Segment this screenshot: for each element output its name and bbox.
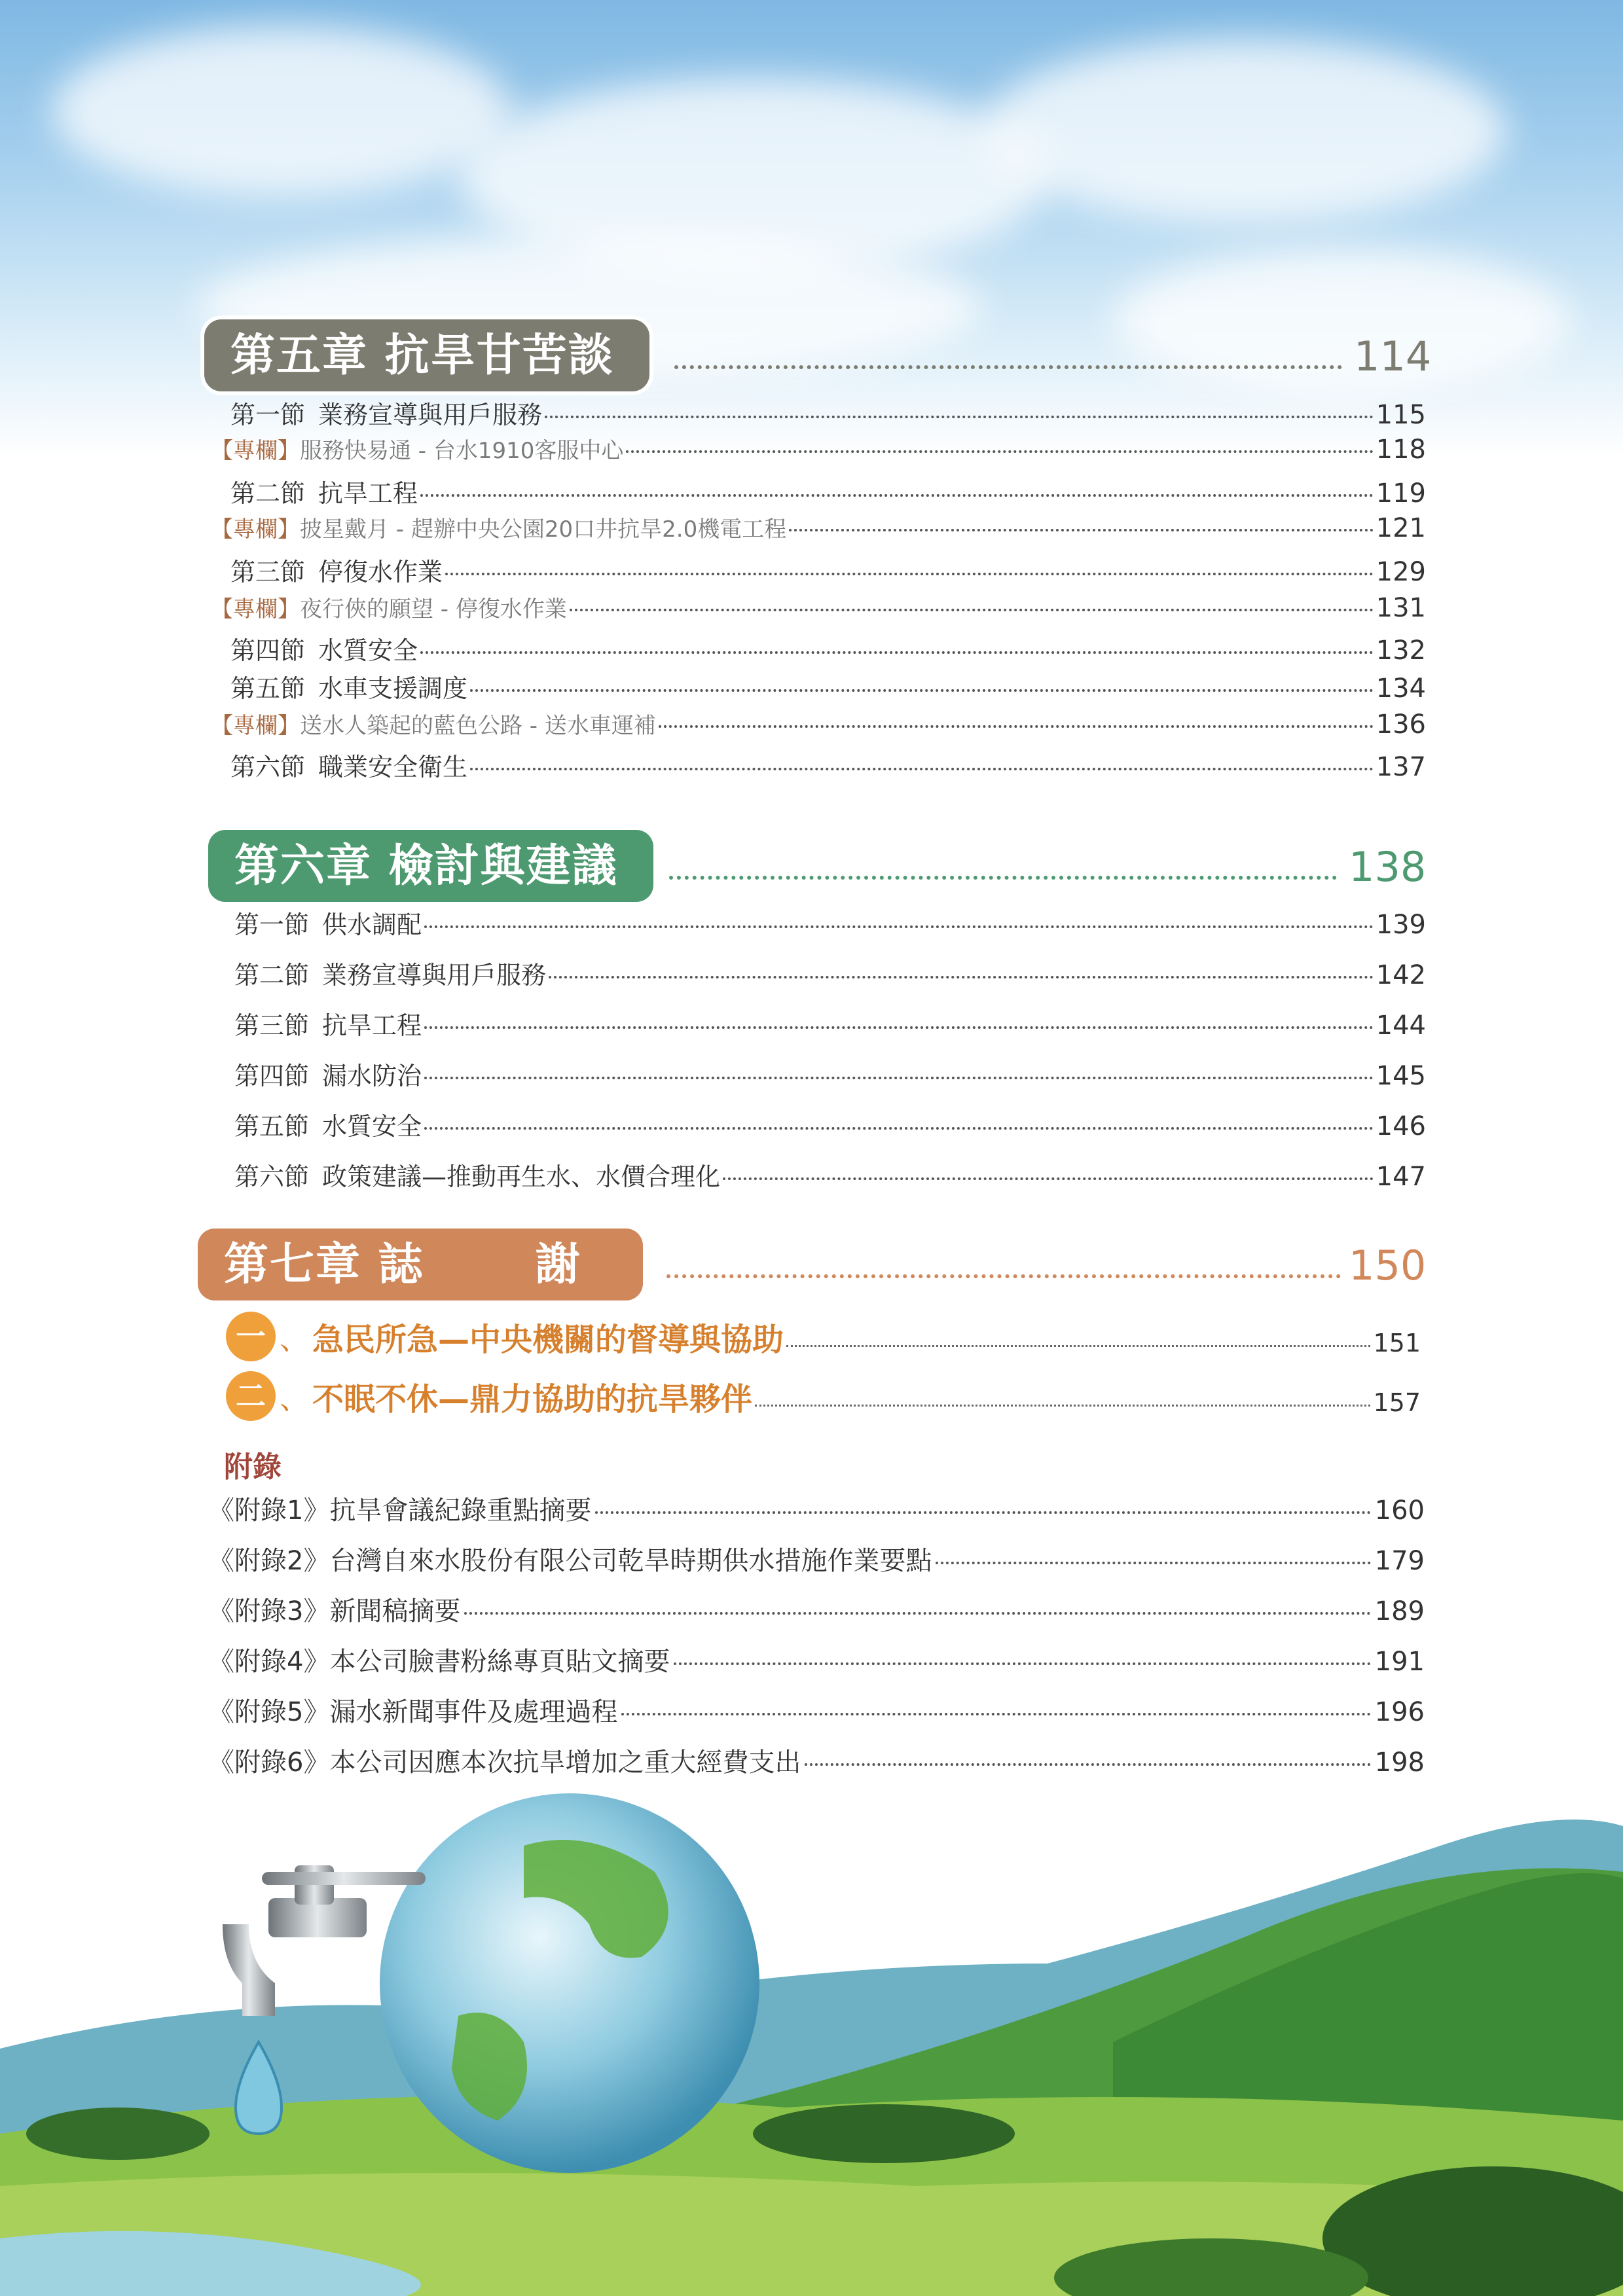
toc-section-entry[interactable] xyxy=(230,630,1426,670)
section-number: 第五節 xyxy=(234,1112,310,1141)
dot-leader xyxy=(755,1405,1370,1407)
entry-page: 198 xyxy=(1374,1748,1425,1778)
entry-title: 水車支援調度 xyxy=(318,674,468,703)
entry-page: 129 xyxy=(1376,557,1426,587)
entry-page: 179 xyxy=(1374,1546,1425,1576)
chapter-7-page: 150 xyxy=(1349,1242,1427,1289)
separator: 、 xyxy=(280,1382,308,1416)
entry-page: 139 xyxy=(1376,910,1426,940)
toc-section-entry[interactable] xyxy=(234,1005,1426,1045)
toc-appendix-entry[interactable] xyxy=(208,1590,1425,1630)
toc-column-entry[interactable] xyxy=(211,511,1426,550)
dot-leader xyxy=(470,689,1374,692)
entry-title: 本公司臉書粉絲專頁貼文摘要 xyxy=(329,1647,670,1677)
toc-section-entry[interactable] xyxy=(230,552,1426,591)
entry-title: 業務宣導與用戶服務 xyxy=(322,961,547,990)
chapter-5-leader xyxy=(674,365,1342,369)
toc-appendix-entry[interactable] xyxy=(208,1540,1425,1579)
dot-leader xyxy=(723,1177,1374,1180)
appendix-label: 《附錄5》 xyxy=(208,1697,330,1727)
entry-title: 供水調配 xyxy=(322,910,422,939)
appendix-label: 《附錄6》 xyxy=(208,1748,330,1778)
entry-title: 業務宣導與用戶服務 xyxy=(318,401,543,429)
entry-title: 急民所急—中央機關的督導與協助 xyxy=(312,1321,784,1358)
entry-page: 121 xyxy=(1376,513,1426,543)
dot-leader xyxy=(659,725,1374,728)
chapter-7-title-a: 第七章 誌 xyxy=(224,1238,424,1291)
dot-leader xyxy=(445,573,1374,575)
dot-leader xyxy=(420,494,1374,497)
entry-title: 職業安全衛生 xyxy=(318,753,468,781)
entry-title: 政策建議—推動再生水、水價合理化 xyxy=(322,1162,721,1191)
dot-leader xyxy=(549,976,1374,978)
toc-section-entry[interactable] xyxy=(234,955,1426,994)
toc-ack-entry[interactable] xyxy=(226,1367,1421,1426)
entry-page: 160 xyxy=(1374,1496,1425,1526)
toc-section-entry[interactable] xyxy=(234,1157,1426,1196)
entry-page: 136 xyxy=(1376,709,1426,740)
entry-title: 服務快易通 - 台水1910客服中心 xyxy=(300,438,624,464)
entry-title: 台灣自來水股份有限公司乾旱時期供水措施作業要點 xyxy=(329,1546,932,1576)
entry-page: 145 xyxy=(1376,1061,1426,1091)
column-bracket: 【專欄】 xyxy=(211,438,300,464)
entry-page: 142 xyxy=(1376,960,1426,990)
dot-leader xyxy=(805,1763,1370,1766)
toc-column-entry[interactable] xyxy=(211,433,1426,472)
chapter-5-title: 第五章 抗旱甘苦談 xyxy=(204,319,649,391)
entry-title: 新聞稿摘要 xyxy=(329,1596,461,1626)
entry-page: 191 xyxy=(1374,1647,1425,1677)
chapter-6-header[interactable] xyxy=(0,830,1623,908)
dot-leader xyxy=(424,1077,1374,1079)
separator: 、 xyxy=(280,1323,308,1356)
dot-leader xyxy=(570,609,1374,611)
entry-page: 157 xyxy=(1373,1388,1421,1417)
toc-appendix-entry[interactable] xyxy=(208,1490,1425,1529)
chapter-7 xyxy=(0,1229,1623,1307)
chapter-6-title: 第六章 檢討與建議 xyxy=(208,830,653,902)
dot-leader xyxy=(424,925,1374,928)
section-number: 第六節 xyxy=(234,1162,310,1191)
chapter-7-leader xyxy=(666,1274,1341,1278)
section-number: 第二節 xyxy=(230,479,306,508)
toc-column-entry[interactable] xyxy=(211,708,1426,747)
dot-leader xyxy=(621,1713,1370,1715)
appendix-title: 附錄 xyxy=(224,1450,282,1484)
column-bracket: 【專欄】 xyxy=(211,713,300,739)
entry-title: 不眠不休—鼎力協助的抗旱夥伴 xyxy=(312,1380,753,1418)
column-bracket: 【專欄】 xyxy=(211,516,300,543)
entry-page: 189 xyxy=(1374,1596,1425,1626)
entry-page: 196 xyxy=(1374,1697,1425,1727)
entry-page: 131 xyxy=(1376,593,1426,623)
chapter-5-page: 114 xyxy=(1354,332,1432,380)
toc-ack-entry[interactable] xyxy=(226,1307,1421,1366)
dot-leader xyxy=(424,1026,1374,1029)
dot-leader xyxy=(786,1345,1370,1347)
entry-page: 118 xyxy=(1376,435,1426,465)
entry-page: 134 xyxy=(1376,673,1426,704)
appendix-label: 《附錄3》 xyxy=(208,1596,330,1626)
entry-title: 抗旱會議紀錄重點摘要 xyxy=(329,1496,592,1526)
chapter-7-title-b: 謝 xyxy=(535,1238,581,1291)
entry-title: 漏水防治 xyxy=(322,1062,422,1090)
toc-section-entry[interactable] xyxy=(230,668,1426,708)
entry-page: 146 xyxy=(1376,1111,1426,1141)
entry-page: 119 xyxy=(1376,478,1426,509)
toc-section-entry[interactable] xyxy=(234,1056,1426,1095)
dot-leader xyxy=(626,450,1373,453)
entry-title: 水質安全 xyxy=(322,1112,422,1141)
section-number: 第六節 xyxy=(230,753,306,781)
appendix-label: 《附錄4》 xyxy=(208,1647,330,1677)
toc-appendix-entry[interactable] xyxy=(208,1641,1425,1680)
entry-title: 送水人築起的藍色公路 - 送水車運補 xyxy=(300,713,656,739)
entry-title: 本公司因應本次抗旱增加之重大經費支出 xyxy=(329,1748,801,1778)
dot-leader xyxy=(470,768,1374,770)
number-circle-icon: 一 xyxy=(226,1312,276,1361)
section-number: 第一節 xyxy=(230,401,306,429)
dot-leader xyxy=(545,416,1374,418)
dot-leader xyxy=(674,1662,1370,1665)
toc-section-entry[interactable] xyxy=(234,1106,1426,1145)
entry-title: 停復水作業 xyxy=(318,558,443,586)
chapter-5 xyxy=(0,319,1623,398)
entry-title: 漏水新聞事件及處理過程 xyxy=(329,1697,618,1727)
entry-title: 抗旱工程 xyxy=(322,1011,422,1040)
appendix-label: 《附錄1》 xyxy=(208,1496,330,1526)
dot-leader xyxy=(420,651,1374,654)
chapter-7-header[interactable] xyxy=(0,1229,1623,1307)
chapter-6 xyxy=(0,830,1623,908)
entry-title: 水質安全 xyxy=(318,636,418,665)
section-number: 第四節 xyxy=(230,636,306,665)
dot-leader xyxy=(936,1562,1370,1564)
toc-section-entry[interactable] xyxy=(234,905,1426,944)
entry-title: 夜行俠的願望 - 停復水作業 xyxy=(300,596,567,622)
entry-page: 144 xyxy=(1376,1011,1426,1041)
landscape-illustration xyxy=(0,1767,1623,2296)
toc-section-entry[interactable] xyxy=(230,395,1426,434)
entry-page: 132 xyxy=(1376,636,1426,666)
entry-title: 抗旱工程 xyxy=(318,479,418,508)
entry-title: 披星戴月 - 趕辦中央公園20口井抗旱2.0機電工程 xyxy=(300,516,787,543)
chapter-6-page: 138 xyxy=(1349,843,1427,891)
toc-section-entry[interactable] xyxy=(230,473,1426,512)
dot-leader xyxy=(595,1511,1370,1514)
column-bracket: 【專欄】 xyxy=(211,596,300,622)
section-number: 第三節 xyxy=(234,1011,310,1040)
section-number: 第二節 xyxy=(234,961,310,990)
entry-page: 137 xyxy=(1376,752,1426,782)
section-number: 第三節 xyxy=(230,558,306,586)
entry-page: 151 xyxy=(1373,1329,1421,1357)
section-number: 第四節 xyxy=(234,1062,310,1090)
number-circle-icon: 二 xyxy=(226,1371,276,1421)
appendix-label: 《附錄2》 xyxy=(208,1546,330,1576)
dot-leader xyxy=(789,529,1373,531)
dot-leader xyxy=(424,1127,1374,1130)
toc-column-entry[interactable] xyxy=(211,591,1426,630)
entry-page: 147 xyxy=(1376,1162,1426,1192)
dot-leader xyxy=(464,1612,1370,1615)
chapter-5-header[interactable] xyxy=(0,319,1623,398)
chapter-7-title xyxy=(198,1229,643,1300)
toc-section-entry[interactable] xyxy=(230,747,1426,786)
entry-page: 115 xyxy=(1376,400,1426,430)
section-number: 第一節 xyxy=(234,910,310,939)
section-number: 第五節 xyxy=(230,674,306,703)
chapter-6-leader xyxy=(669,876,1337,880)
toc-appendix-entry[interactable] xyxy=(208,1691,1425,1731)
